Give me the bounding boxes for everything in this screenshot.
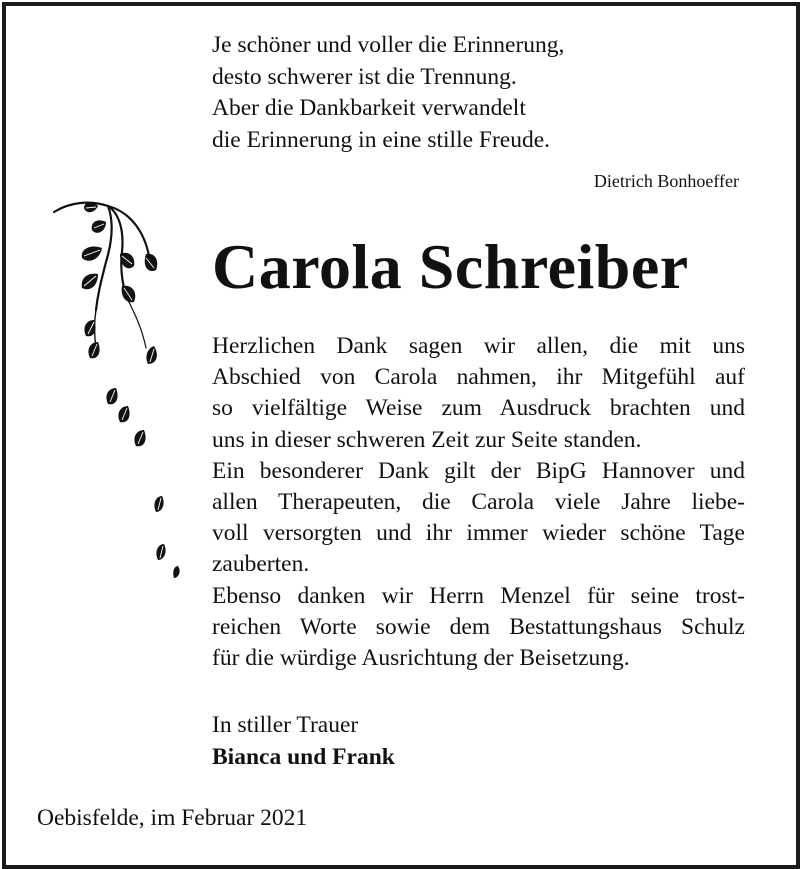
text-line: Abschied von Carola nahmen, ihr Mitgefühl auf bbox=[212, 364, 745, 391]
quote-line: Aber die Dankbarkeit verwandelt bbox=[212, 95, 526, 121]
mourner-names: Bianca und Frank bbox=[212, 743, 395, 770]
text-line: so vielfältige Weise zum Ausdruck brachten und bbox=[212, 395, 745, 422]
text-line: Ein besonderer Dank gilt der BipG Hannover und bbox=[212, 457, 745, 484]
text-line: allen Therapeuten, die Carola viele Jahre liebe- bbox=[212, 489, 745, 516]
mourning-block bbox=[212, 710, 395, 773]
text-line: für die würdige Ausrichtung der Beisetzung. bbox=[212, 645, 630, 672]
birch-branch-illustration bbox=[50, 192, 190, 592]
text-line: voll versorgten und ihr immer wieder schöne Tage bbox=[212, 520, 745, 547]
deceased-name: Carola Schreiber bbox=[212, 231, 689, 302]
text-line: Herzlichen Dank sagen wir allen, die mit uns bbox=[212, 333, 745, 359]
text-line: zauberten. bbox=[212, 551, 310, 578]
obituary-card bbox=[2, 2, 800, 869]
quote-line: die Erinnerung in eine stille Freude. bbox=[212, 126, 551, 153]
text-line: reichen Worte sowie dem Bestattungshaus Schulz bbox=[212, 613, 745, 640]
thanks-text bbox=[212, 331, 745, 674]
quote-author: Dietrich Bonhoeffer bbox=[593, 171, 739, 191]
quote-line: desto schwerer ist die Trennung. bbox=[212, 63, 517, 90]
place-and-date: Oebisfelde, im Februar 2021 bbox=[37, 805, 308, 831]
quote-line: Je schöner und voller die Erinnerung, bbox=[212, 32, 565, 58]
text-line: uns in dieser schweren Zeit zur Seite standen. bbox=[212, 426, 642, 453]
text-line: Ebenso danken wir Herrn Menzel für seine trost- bbox=[212, 582, 745, 609]
quote-block bbox=[212, 30, 564, 156]
mourning-phrase: In stiller Trauer bbox=[212, 712, 359, 738]
